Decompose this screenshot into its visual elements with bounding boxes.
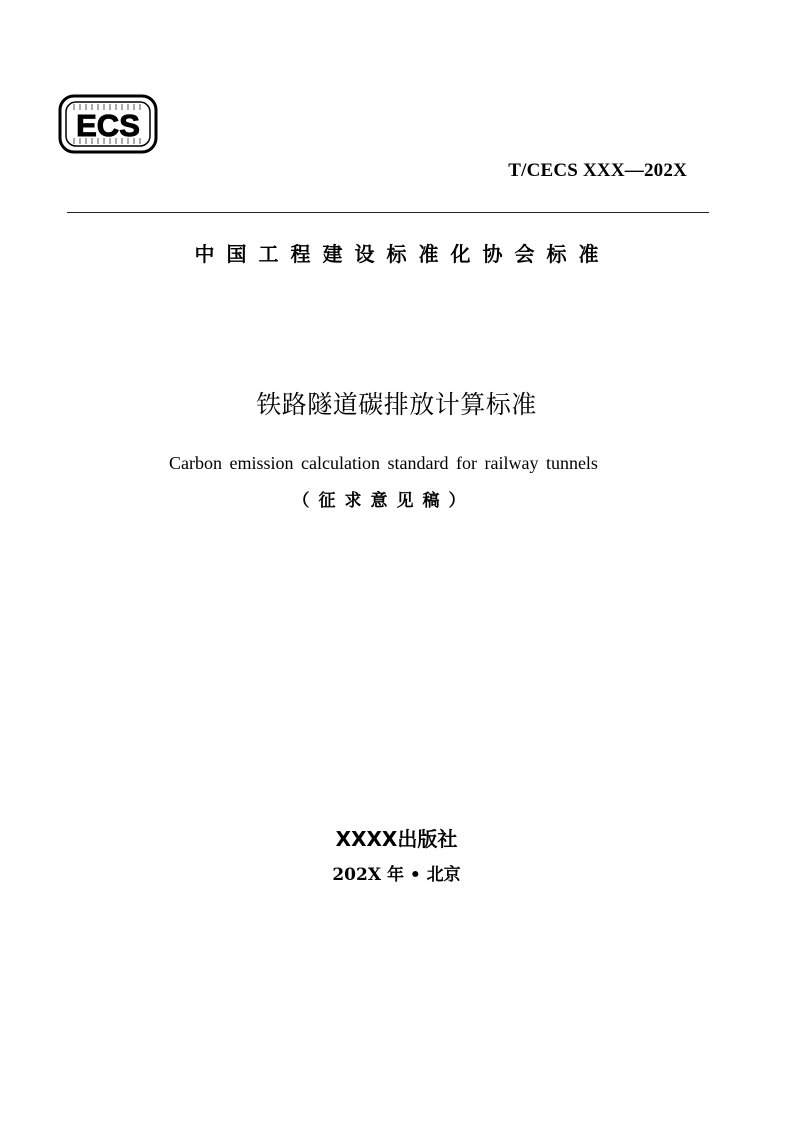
document-title-english: Carbon emission calculation standard for railway tunnels (169, 453, 598, 473)
association-name: 中国工程建设标准化协会标准 (194, 242, 611, 266)
standard-code: T/CECS XXX—202X (508, 160, 687, 181)
svg-text:ECS: ECS (76, 108, 140, 143)
document-title-chinese: 铁路隧道碳排放计算标准 (256, 390, 537, 419)
draft-status: （征求意见稿） (292, 491, 475, 511)
publication-date-place: 202X 年 • 北京 (332, 865, 461, 885)
header-divider (67, 212, 709, 213)
publisher-name: XXXX出版社 (335, 827, 458, 851)
ecs-logo (54, 90, 162, 158)
